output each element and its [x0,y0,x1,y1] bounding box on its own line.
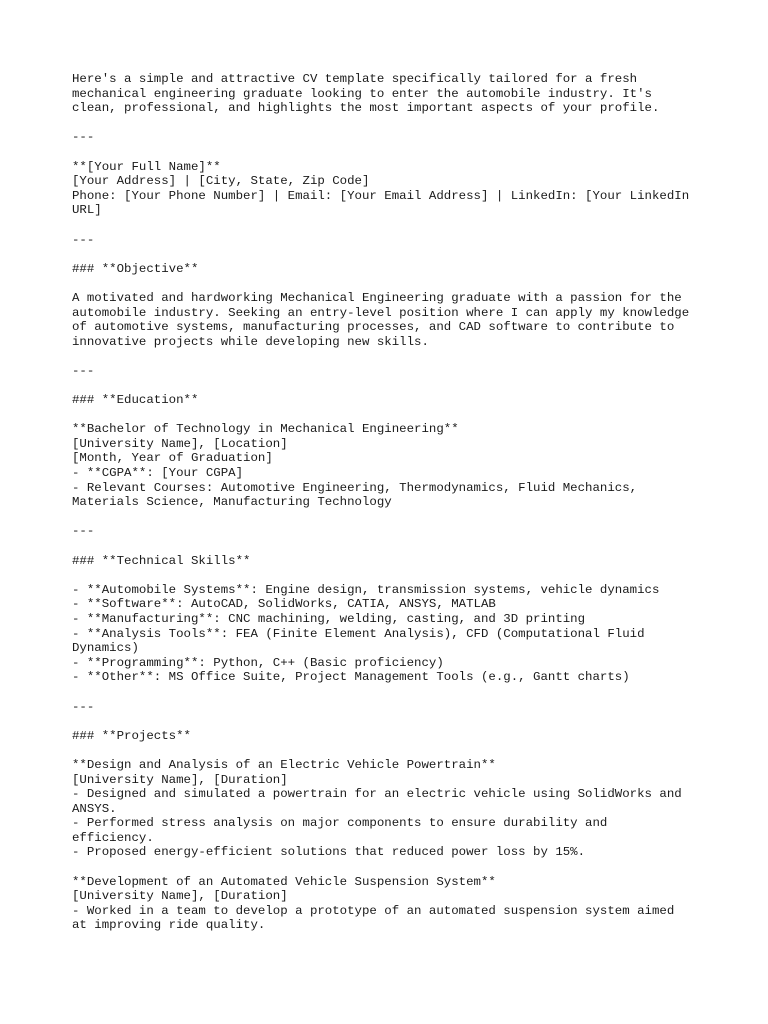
document-line: - Relevant Courses: Automotive Engineering, Thermodynamics, Fluid Mechanics, [72,480,638,495]
document-line: - **Software**: AutoCAD, SolidWorks, CATIA, ANSYS, MATLAB [72,597,496,612]
cv-template-document [72,72,712,933]
document-line: - **CGPA**: [Your CGPA] [72,466,244,481]
document-line: - **Other**: MS Office Suite, Project Management Tools (e.g., Gantt charts) [72,670,630,685]
document-line: --- [72,699,95,714]
document-line [72,349,712,364]
document-line [72,116,712,131]
document-line: ### **Objective** [72,261,199,276]
document-line: Phone: [Your Phone Number] | Email: [Your Email Address] | LinkedIn: [Your LinkedIn [72,188,690,203]
document-line [72,568,712,583]
document-line: [University Name], [Duration] [72,889,288,904]
document-line: **[Your Full Name]** [72,159,221,174]
document-line: **Development of an Automated Vehicle Suspension System** [72,874,496,889]
document-line: ### **Education** [72,393,199,408]
document-line: automobile industry. Seeking an entry-level position where I can apply my knowledge [72,305,690,320]
document-line: Dynamics) [72,641,139,656]
document-line: **Design and Analysis of an Electric Vehicle Powertrain** [72,757,496,772]
document-line: --- [72,524,95,539]
document-line: --- [72,232,95,247]
document-line [72,378,712,393]
document-line: [University Name], [Location] [72,436,288,451]
document-line: **Bachelor of Technology in Mechanical Engineering** [72,422,459,437]
document-line: ### **Projects** [72,728,191,743]
document-line: Here's a simple and attractive CV template specifically tailored for a fresh [72,72,638,86]
document-line: --- [72,130,95,145]
document-line: - **Programming**: Python, C++ (Basic proficiency) [72,655,444,670]
document-line [72,510,712,525]
document-line: ### **Technical Skills** [72,553,251,568]
document-line: - Worked in a team to develop a prototype of an automated suspension system aimed [72,903,675,918]
document-line: - **Analysis Tools**: FEA (Finite Element Analysis), CFD (Computational Fluid [72,626,645,641]
document-line: - **Automobile Systems**: Engine design, transmission systems, vehicle dynamics [72,582,660,597]
document-line: Materials Science, Manufacturing Technology [72,495,392,510]
document-line: - Proposed energy-efficient solutions that reduced power loss by 15%. [72,845,586,860]
document-line: at improving ride quality. [72,918,266,933]
document-line: - Designed and simulated a powertrain for an electric vehicle using SolidWorks and [72,787,682,802]
document-line [72,145,712,160]
document-line: URL] [72,203,102,218]
document-line [72,218,712,233]
document-line: - **Manufacturing**: CNC machining, welding, casting, and 3D printing [72,611,586,626]
document-line [72,743,712,758]
document-line [72,247,712,262]
document-line: [Month, Year of Graduation] [72,451,273,466]
document-line: - Performed stress analysis on major components to ensure durability and [72,816,608,831]
document-line: [Your Address] | [City, State, Zip Code] [72,174,370,189]
document-line: clean, professional, and highlights the most important aspects of your profile. [72,101,660,116]
document-line: ANSYS. [72,801,117,816]
document-line [72,408,712,423]
document-line: mechanical engineering graduate looking to enter the automobile industry. It's [72,86,652,101]
document-line: --- [72,363,95,378]
document-line: innovative projects while developing new skills. [72,334,429,349]
document-line: of automotive systems, manufacturing processes, and CAD software to contribute to [72,320,675,335]
document-line [72,685,712,700]
document-line: A motivated and hardworking Mechanical Engineering graduate with a passion for the [72,290,682,305]
document-line: [University Name], [Duration] [72,772,288,787]
document-line [72,714,712,729]
document-line [72,539,712,554]
document-line [72,860,712,875]
document-line: efficiency. [72,830,154,845]
document-line [72,276,712,291]
